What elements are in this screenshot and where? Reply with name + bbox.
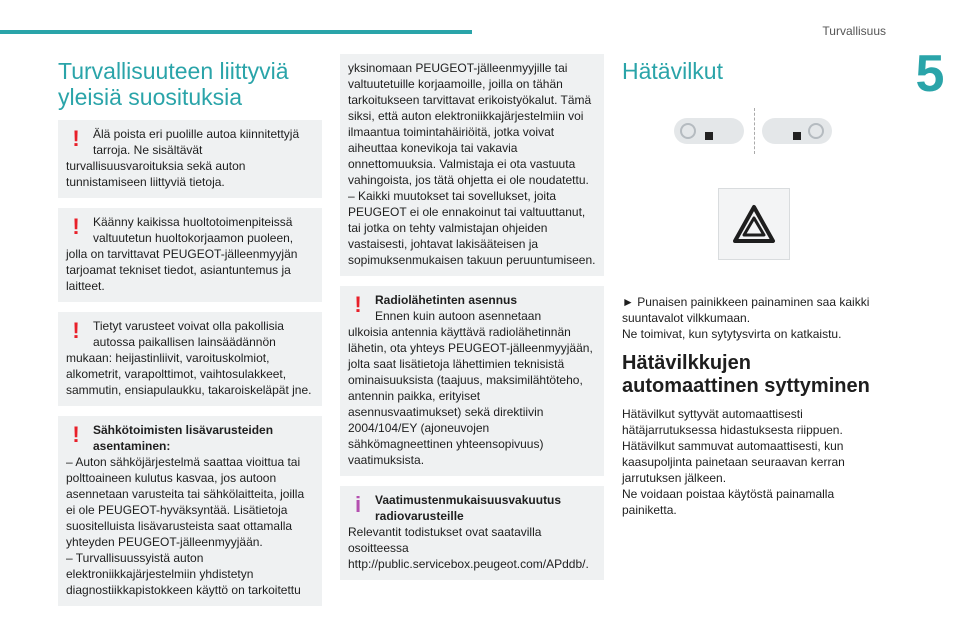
warning-body: turvallisuusvaroituksia sekä auton tunnistamiseen liittyviä tietoja. [66,159,246,189]
section-label: Turvallisuus [822,24,886,38]
divider [754,108,755,154]
general-safety-title: Turvallisuuteen liittyviä yleisiä suosituksia [58,58,289,110]
warning-lead: Älä poista eri puolille autoa kiinnitettyjä tarroja. Ne sisältävät [93,127,300,157]
warning-body: jolla on tarvittavat PEUGEOT-jälleenmyyjän tarjoamat tekniset tiedot, asiantuntemus ja laitteet. [66,247,298,293]
hazard-instruction: ► Punaisen painikkeen painaminen saa kaikki suuntavalot vilkkumaan. [622,295,870,325]
warning-body: ulkoisia antennia käyttävä radiolähetinnän lähetin, ota yhteys PEUGEOT-jälleenmyyjään, jolta saat lisätietoja lähettimien teknisistä ominaisuuksista (taajuus, maksimilähtöteho, antennin paikka, erityiset asennusvaatimukset) sekä direktiivin 2004/104/EY (ajoneuvojen sähkömagneettinen yhteensopivuus) vaatimuksista. [348,325,593,467]
warning-icon: ! [354,292,362,317]
dashboard-right-hand-drive [762,118,832,144]
hazard-button-marker-icon [705,132,713,140]
warning-icon: ! [72,318,80,343]
hazard-lights-title: Hätävilkut [622,58,723,84]
warning-box-electrical-continued [340,54,604,276]
warning-box-labels [58,120,322,198]
hazard-triangle-icon [732,204,776,244]
warning-icon: ! [72,126,80,151]
warning-box-service [58,208,322,302]
column-left [58,54,322,616]
auto-hazard-text: Hätävilkut syttyvät automaattisesti hätäjarrutuksessa hidastuksesta riippuen. [622,407,843,437]
warning-title: Sähkötoimisten lisävarusteiden asentaminen: [93,423,274,453]
dashboard-illustration [674,114,834,154]
warning-title: Radiolähetinten asennus [375,293,518,307]
info-icon: i [354,492,362,517]
chapter-number: 5 [915,45,945,103]
steering-wheel-icon [808,123,824,139]
dashboard-left-hand-drive [674,118,744,144]
auto-hazard-text: Hätävilkut sammuvat automaattisesti, kun kaasupoljinta painetaan seuraavan kerran jarrutuksen jälkeen. [622,439,845,485]
hazard-button-marker-icon [793,132,801,140]
warning-box-electrical [58,416,322,606]
warning-lead: Käänny kaikissa huoltotoimenpiteissä valtuutetun huoltokorjaamon puoleen, [93,215,294,245]
warning-body: – Auton sähköjärjestelmä saattaa vioittua tai polttoaineen kulutus kasvaa, jos autoon asennetaan varusteita tai sähkölaitteita, joilla ei ole PEUGEOT-hyväksyntää. Lisätietoja suositelluista lisävarusteista saat ottamalla yhteyden PEUGEOT-jälleenmyyjään. [66,455,305,549]
warning-body: – Turvallisuussyistä auton elektroniikkajärjestelmiin yhdistetyn diagnostiikkapistokkeen käyttö on tarkoitettu [66,551,301,597]
warning-body: mukaan: heijastinliivit, varoituskolmiot, alkometrit, varapolttimot, vaihtosulakkeet, sammutin, ensiapulaukku, takaroiskeläpät jne. [66,351,312,397]
warning-lead: Ennen kuin autoon asennetaan [375,309,542,323]
hazard-button[interactable] [718,188,790,260]
warning-body: yksinomaan PEUGEOT-jälleenmyyjille tai valtuutetuille korjaamoille, joilla on tähän tarkoitukseen tarvittavat erikoistyökalut. Tämä siksi, että auton elektroniikkajärjestelmiin voi ilmaantua toimintahäiriöitä, jotka voivat aiheuttaa konevikoja tai vakavia onnettomuuksia. Valmistaja ei ota vastuuta vahingoista, jos tätä ohjetta ei ole noudatettu. [348,61,592,187]
hazard-note: Ne toimivat, kun sytytysvirta on katkaistu. [622,327,842,341]
info-box-conformity [340,486,604,580]
warning-icon: ! [72,214,80,239]
info-body: Relevantit todistukset ovat saatavilla osoitteessa http://public.servicebox.peugeot.com/APddb/. [348,525,589,571]
auto-hazard-text: Ne voidaan poistaa käytöstä painamalla painiketta. [622,487,835,517]
column-middle [340,54,604,590]
header-accent-bar [0,30,472,34]
column-right [622,54,892,518]
warning-icon: ! [72,422,80,447]
warning-lead: Tietyt varusteet voivat olla pakollisia autossa paikallisen lainsäädännön [93,319,284,349]
warning-box-equipment [58,312,322,406]
auto-hazard-subtitle: Hätävilkkujen automaattinen syttyminen [622,352,870,397]
steering-wheel-icon [680,123,696,139]
warning-box-radio [340,286,604,476]
warning-body: – Kaikki muutokset tai sovellukset, joita PEUGEOT ei ole ennakoinut tai valtuuttanut, tai jotka on tehty valmistajan ohjeiden vastaisesti, johtavat lakisääteisen ja sopimuksenmukaisen takuun peruuntumiseen. [348,189,596,267]
info-title: Vaatimustenmukaisuusvakuutus radiovarusteille [375,493,562,523]
